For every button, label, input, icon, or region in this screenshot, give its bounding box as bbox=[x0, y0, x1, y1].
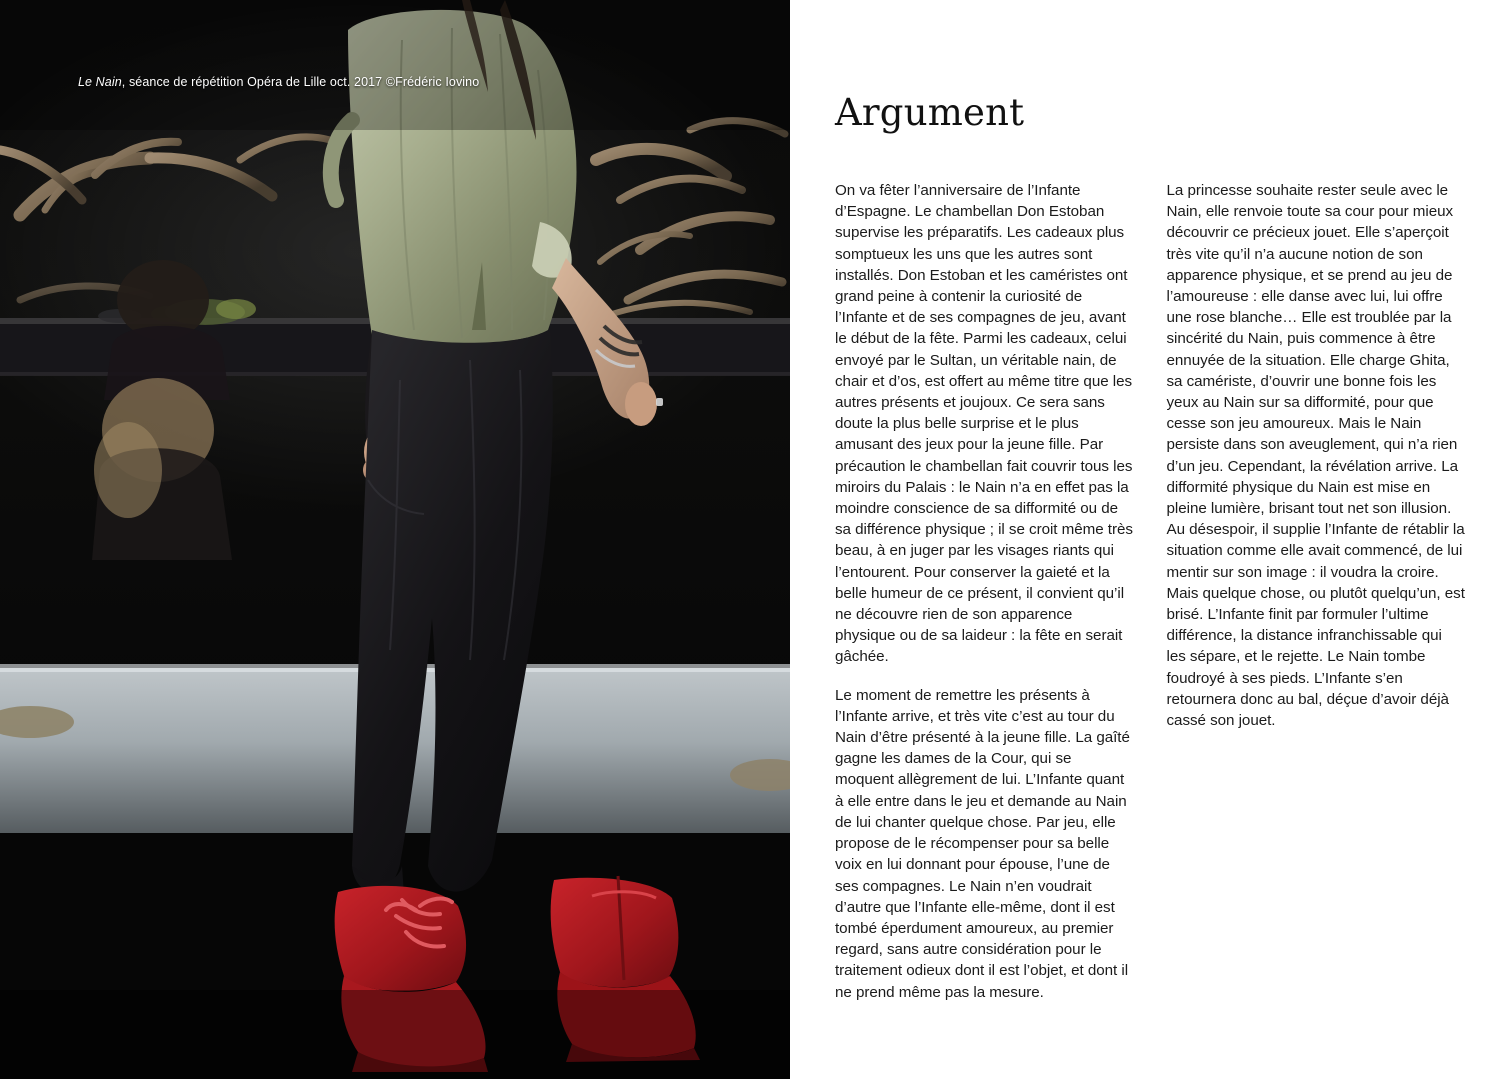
page-title: Argument bbox=[835, 90, 1025, 134]
photo-caption-details: , séance de répétition Opéra de Lille oct. 2017 ©Frédéric Iovino bbox=[121, 75, 480, 89]
paragraph: On va fêter l’anniversaire de l’Infante d’Espagne. Le chambellan Don Estoban supervise les préparatifs. Les cadeaux plus somptueux les uns que les autres sont installés. Don Estoban et les caméristes ont grand peine à contenir la curiosité de l’Infante et de ses compagnes de jeu, avant le début de la fête. Parmi les cadeaux, celui envoyé par le Sultan, un véritable nain, de chair et d’os, est offert au même titre que les autres présents et joujoux. Ce sera sans doute la plus belle surprise et le plus amusant des jeux pour la jeune fille. Par précaution le chambellan fait couvrir tous les miroirs du Palais : le Nain n’a en effet pas la moindre conscience de sa difformité ou de sa différence physique ; il se croit même très beau, à en juger par les visages riants qui l’entourent. Pour conserver la gaieté et la belle humeur de ce présent, il convient qu’il ne découvre rien de son apparence physique ou de sa laideur : la fête en serait gâchée. bbox=[835, 182, 1133, 666]
photo-caption bbox=[78, 74, 698, 90]
text-panel bbox=[790, 0, 1500, 1079]
column-left bbox=[835, 180, 1134, 1003]
photo-caption-title: Le Nain bbox=[78, 75, 122, 89]
paragraph: La princesse souhaite rester seule avec le Nain, elle renvoie toute sa cour pour mieux découvrir ce précieux jouet. Elle s’aperçoit très vite qu’il n’a aucune notion de son apparence physique, et se prend au jeu de l’amoureuse : elle danse avec lui, lui offre une rose blanche… Elle est troublée par la sincérité du Nain, puis commence à être ennuyée de la situation. Elle charge Ghita, sa camériste, d’ouvrir une bonne fois les yeux au Nain sur sa difformité, pour que cesse son jeu amoureux. Mais le Nain persiste dans son aveuglement, qui n’a rien d’un jeu. Cependant, la révélation arrive. La difformité physique du Nain est mise en pleine lumière, brisant tout net son illusion. Au désespoir, il supplie l’Infante de rétablir la situation comme elle avait commencé, de lui mentir sur son image : il voudra la croire. Mais quelque chose, ou plutôt quelqu’un, est brisé. L’Infante finit par formuler l’ultime différence, la distance infranchissable qui les sépare, et le rejette. Le Nain tombe foudroyé à ses pieds. L’Infante s’en retournera donc au bal, déçue d’avoir déjà cassé son jouet. bbox=[1166, 182, 1465, 730]
paragraph: Le moment de remettre les présents à l’Infante arrive, et très vite c’est au tour du Nain d’être présenté à la jeune fille. La gaîté gagne les dames de la Cour, qui se moquent allègrement de lui. L’Infante quant à elle entre dans le jeu et demande au Nain de lui chanter quelque chose. Par jeu, elle propose de le récompenser pour sa belle voix en lui donnant pour épouse, l’une de ses compagnes. Le Nain n’en voudrait d’autre que l’Infante elle-même, dont il est tombé éperdument amoureux, au premier regard, sans autre considération pour le traitement odieux dont il est l’objet, et dont il ne prend même pas la mesure. bbox=[835, 686, 1130, 1001]
column-right bbox=[1167, 180, 1466, 1003]
article-columns bbox=[835, 180, 1465, 1003]
